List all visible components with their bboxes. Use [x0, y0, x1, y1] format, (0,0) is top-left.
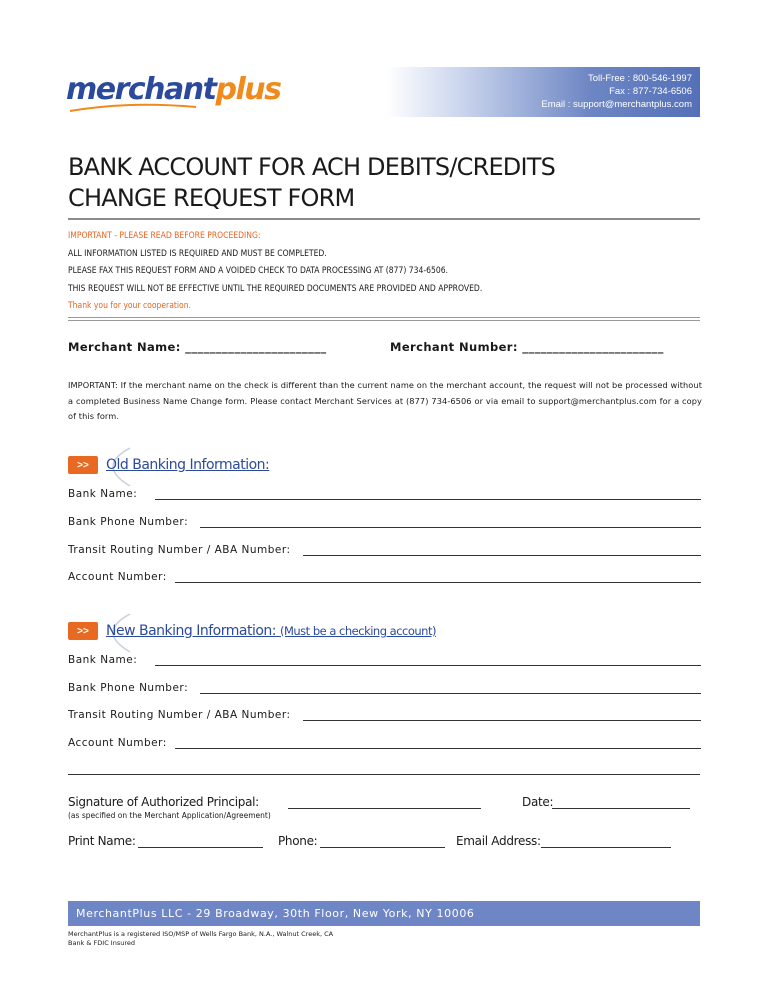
new-bank-name-label: Bank Name:: [68, 654, 138, 666]
new-account-field[interactable]: [68, 737, 701, 749]
old-bank-phone-line[interactable]: [200, 517, 701, 528]
merchantplus-logo: [66, 72, 280, 107]
old-routing-line[interactable]: [303, 545, 701, 556]
email-address-label: Email Address:: [456, 834, 541, 848]
footer-fineprint-line2: Bank & FDIC Insured: [68, 939, 135, 947]
support-email[interactable]: Email : support@merchantplus.com: [541, 99, 692, 110]
new-routing-label: Transit Routing Number / ABA Number:: [68, 709, 291, 721]
old-banking-title: Old Banking Information:: [106, 457, 270, 473]
notice-line-2: PLEASE FAX THIS REQUEST FORM AND A VOIDED CHECK TO DATA PROCESSING AT (877) 734-6506.: [68, 266, 448, 276]
new-bank-phone-label: Bank Phone Number:: [68, 682, 189, 694]
new-banking-header: [68, 621, 436, 641]
notice-line-3: THIS REQUEST WILL NOT BE EFFECTIVE UNTIL THE REQUIRED DOCUMENTS ARE PROVIDED AND APPROVED.: [68, 283, 483, 294]
new-bank-phone-field[interactable]: [68, 682, 701, 694]
toll-free-number: Toll-Free : 800-546-1997: [587, 73, 692, 84]
phone-label: Phone:: [278, 834, 318, 848]
merchant-name-field[interactable]: Merchant Name: _______________________: [68, 340, 327, 354]
notice-divider-top: [68, 317, 700, 318]
new-bank-phone-line[interactable]: [200, 683, 701, 694]
footer-address-banner: MerchantPlus LLC - 29 Broadway, 30th Floor, New York, NY 10006: [68, 901, 700, 926]
date-label: Date:: [522, 795, 554, 809]
new-banking-title: [106, 623, 436, 639]
new-bank-name-field[interactable]: [68, 654, 701, 666]
new-banking-heading: New Banking Information:: [106, 623, 277, 639]
checking-account-note: (Must be a checking account): [279, 624, 436, 638]
important-notice: [68, 228, 482, 316]
old-account-label: Account Number:: [68, 571, 167, 583]
fax-number: Fax : 877-734-6506: [609, 86, 692, 97]
notice-thanks: Thank you for your cooperation.: [68, 301, 191, 311]
form-title-line2: CHANGE REQUEST FORM: [68, 184, 355, 212]
new-account-line[interactable]: [175, 738, 701, 749]
notice-line-1: ALL INFORMATION LISTED IS REQUIRED AND MUST BE COMPLETED.: [68, 248, 327, 259]
name-mismatch-notice: IMPORTANT: If the merchant name on the check is different than the current name on the merchant account, the request will not be processed without a completed Business Name Change form. Please contact Merchant Services at (877) 734-6506 or via email to support@merchantplus.com for a copy of this form.: [68, 380, 702, 421]
new-routing-line[interactable]: [303, 710, 701, 721]
logo-plus-text: plus: [215, 72, 281, 107]
old-routing-field[interactable]: [68, 544, 701, 556]
print-name-line[interactable]: [138, 836, 263, 848]
old-bank-phone-label: Bank Phone Number:: [68, 516, 189, 528]
old-account-field[interactable]: [68, 571, 701, 583]
old-account-line[interactable]: [175, 572, 701, 583]
signature-divider: [68, 774, 700, 775]
double-chevron-icon: >>: [68, 622, 98, 640]
old-banking-header: [68, 455, 269, 475]
principal-signature-note: (as specified on the Merchant Application/Agreement): [68, 811, 271, 820]
footer-fineprint: [68, 930, 333, 948]
contact-banner: [386, 67, 700, 117]
new-routing-field[interactable]: [68, 709, 701, 721]
title-divider: [68, 218, 700, 220]
new-account-label: Account Number:: [68, 737, 167, 749]
logo-swoosh-icon: [68, 103, 198, 113]
principal-signature-label: Signature of Authorized Principal:: [68, 795, 259, 809]
form-title: [68, 152, 555, 214]
notice-divider-bottom: [68, 320, 700, 321]
old-bank-name-label: Bank Name:: [68, 488, 138, 500]
merchant-number-field[interactable]: Merchant Number: _______________________: [390, 340, 664, 354]
phone-line[interactable]: [320, 836, 445, 848]
old-bank-name-field[interactable]: [68, 488, 701, 500]
old-bank-phone-field[interactable]: [68, 516, 701, 528]
footer-fineprint-line1: MerchantPlus is a registered ISO/MSP of Wells Fargo Bank, N.A., Walnut Creek, CA: [68, 930, 334, 938]
new-bank-name-line[interactable]: [155, 655, 701, 666]
date-line[interactable]: [552, 797, 690, 809]
principal-signature-line[interactable]: [288, 797, 481, 809]
double-chevron-icon: >>: [68, 456, 98, 474]
print-name-label: Print Name:: [68, 834, 136, 848]
notice-heading: IMPORTANT - PLEASE READ BEFORE PROCEEDING:: [68, 231, 261, 241]
email-address-line[interactable]: [541, 836, 671, 848]
logo-merchant-text: merchant: [66, 72, 216, 107]
old-bank-name-line[interactable]: [155, 489, 701, 500]
form-title-line1: BANK ACCOUNT FOR ACH DEBITS/CREDITS: [68, 153, 556, 181]
old-routing-label: Transit Routing Number / ABA Number:: [68, 544, 291, 556]
